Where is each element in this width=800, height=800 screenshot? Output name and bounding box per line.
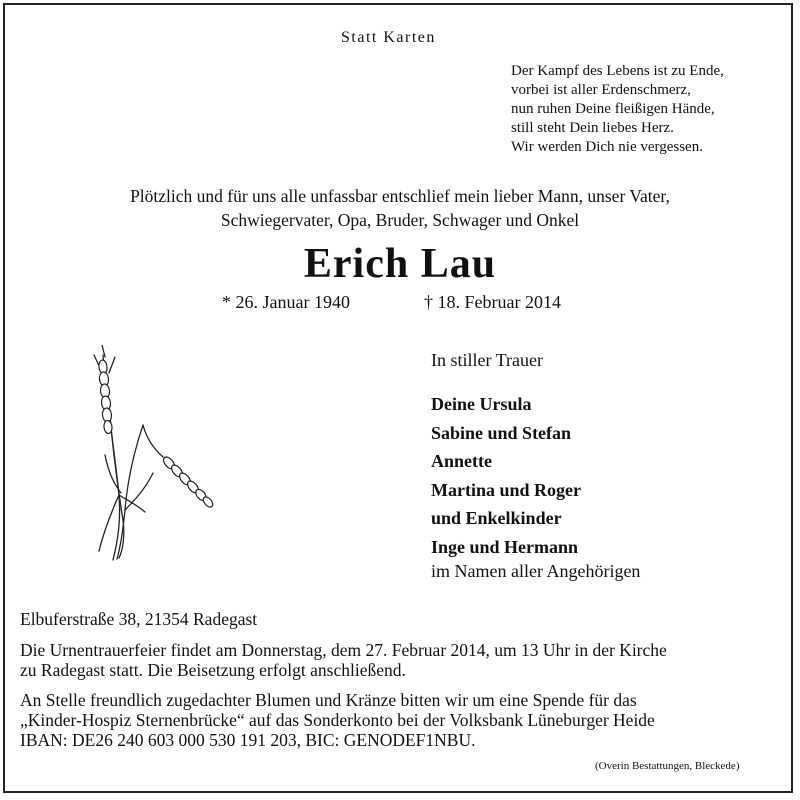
- donation-line: „Kinder-Hospiz Sternenbrücke“ auf das Sonderkonto bei der Volksbank Lüneburger Heide: [20, 710, 655, 730]
- mourner-name: Inge und Hermann: [431, 536, 579, 557]
- poem-line: Wir werden Dich nie vergessen.: [511, 139, 703, 155]
- mourners-closing: im Namen aller Angehörigen: [431, 561, 641, 581]
- mourner-name: Deine Ursula: [431, 394, 532, 414]
- mourner-name: Sabine und Stefan: [431, 422, 572, 443]
- poem-line: nun ruhen Deine fleißigen Hände,: [511, 101, 715, 117]
- donation-line: IBAN: DE26 240 603 000 530 191 203, BIC: GENODEF1NBU.: [20, 730, 476, 750]
- ceremony-line: Die Urnentrauerfeier findet am Donnerstag, dem 27. Februar 2014, um 13 Uhr in der Kirche: [20, 640, 667, 660]
- mourner-list: [431, 390, 581, 561]
- deceased-name: Erich Lau: [303, 241, 497, 287]
- poem-line: vorbei ist aller Erdenschmerz,: [511, 82, 691, 98]
- intro-line: Schwiegervater, Opa, Bruder, Schwager und Onkel: [220, 210, 580, 230]
- poem-line: Der Kampf des Lebens ist zu Ende,: [511, 63, 724, 79]
- mourning-heading: In stiller Trauer: [431, 350, 543, 370]
- funeral-home-credit: (Overin Bestattungen, Bleckede): [595, 760, 740, 772]
- intro-line: Plötzlich und für uns alle unfassbar entschlief mein lieber Mann, unser Vater,: [130, 186, 670, 206]
- poem: [511, 62, 724, 157]
- poem-line: still steht Dein liebes Herz.: [511, 120, 674, 136]
- birth-date: * 26. Januar 1940: [222, 292, 350, 312]
- address: Elbuferstraße 38, 21354 Radegast: [20, 609, 258, 629]
- donation-line: An Stelle freundlich zugedachter Blumen und Kränze bitten wir um eine Spende für das: [20, 690, 637, 710]
- mourner-name: Martina und Roger: [431, 479, 581, 500]
- death-date: † 18. Februar 2014: [424, 292, 561, 312]
- mourner-name: Annette: [431, 451, 492, 471]
- statt-karten-label: Statt Karten: [341, 29, 436, 46]
- ceremony-paragraph: [20, 640, 667, 680]
- wheat-ears-icon: [85, 345, 225, 565]
- donation-paragraph: [20, 690, 655, 750]
- ceremony-line: zu Radegast statt. Die Beisetzung erfolgt anschließend.: [20, 660, 406, 680]
- mourner-name: und Enkelkinder: [431, 508, 562, 528]
- intro-text: [0, 184, 800, 232]
